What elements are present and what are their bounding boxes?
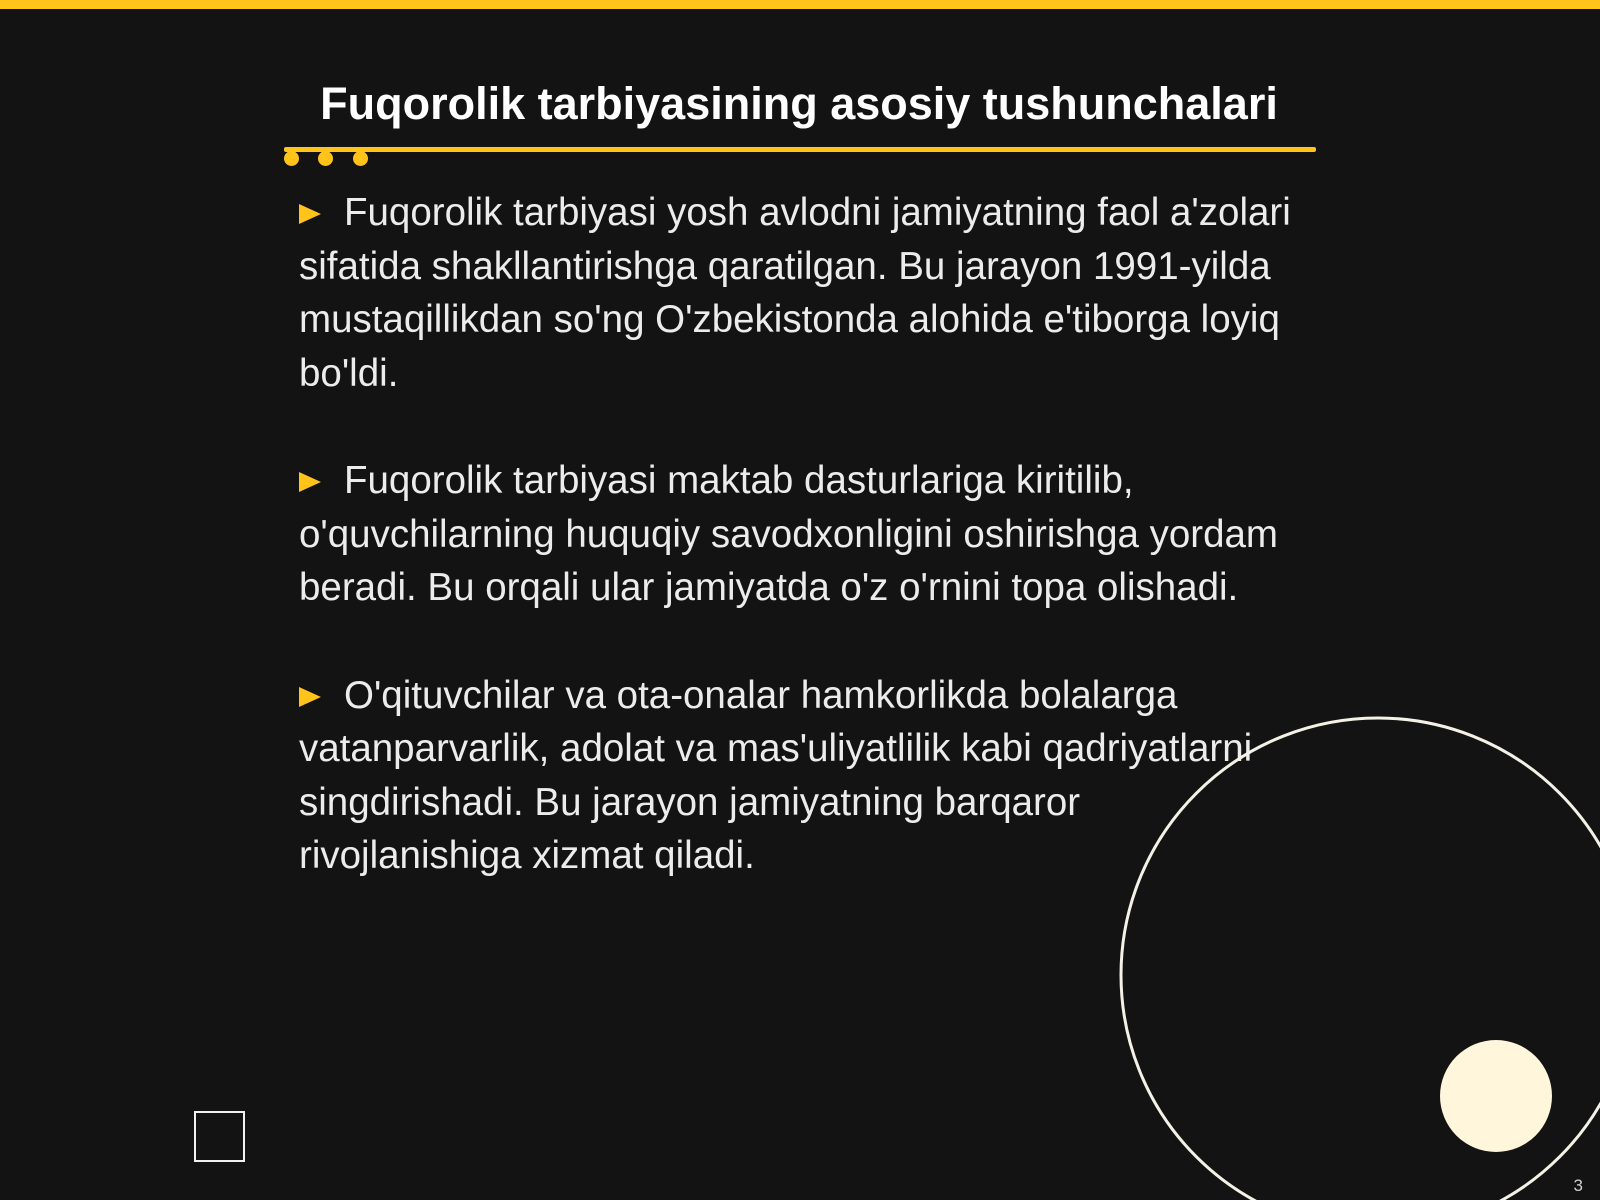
triangle-right-icon [299,687,321,707]
filled-circle [1440,1040,1552,1152]
title-underline [284,147,1316,152]
bullet-item [299,454,1309,615]
bullet-text: O'qituvchilar va ota-onalar hamkorlikda bolalarga vatanparvarlik, adolat va mas'uliyatlilik kabi qadriyatlarni singdirishadi. Bu jarayon jamiyatning barqaror rivojlanishiga xizmat qiladi. [299,673,1253,877]
slide-title: Fuqorolik tarbiyasining asosiy tushunchalari [320,78,1278,129]
bullet-item [299,186,1309,400]
outline-square [194,1111,245,1162]
bullet-item [299,669,1309,883]
triangle-right-icon [299,472,321,492]
triangle-right-icon [299,204,321,224]
accent-dot [318,151,333,166]
accent-dot [353,151,368,166]
bullet-text: Fuqorolik tarbiyasi maktab dasturlariga kiritilib, o'quvchilarning huquqiy savodxonligini oshirishga yordam beradi. Bu orqali ular jamiyatda o'z o'rnini topa olishadi. [299,459,1278,609]
accent-dot [284,151,299,166]
bullet-list [299,186,1309,937]
page-number: 3 [1573,1176,1583,1195]
bullet-text: Fuqorolik tarbiyasi yosh avlodni jamiyatning faol a'zolari sifatida shakllantirishga qaratilgan. Bu jarayon 1991-yilda mustaqillikdan so'ng O'zbekistonda alohida e'tiborga loyiq bo'ldi. [299,191,1291,395]
top-accent-bar [0,0,1600,9]
